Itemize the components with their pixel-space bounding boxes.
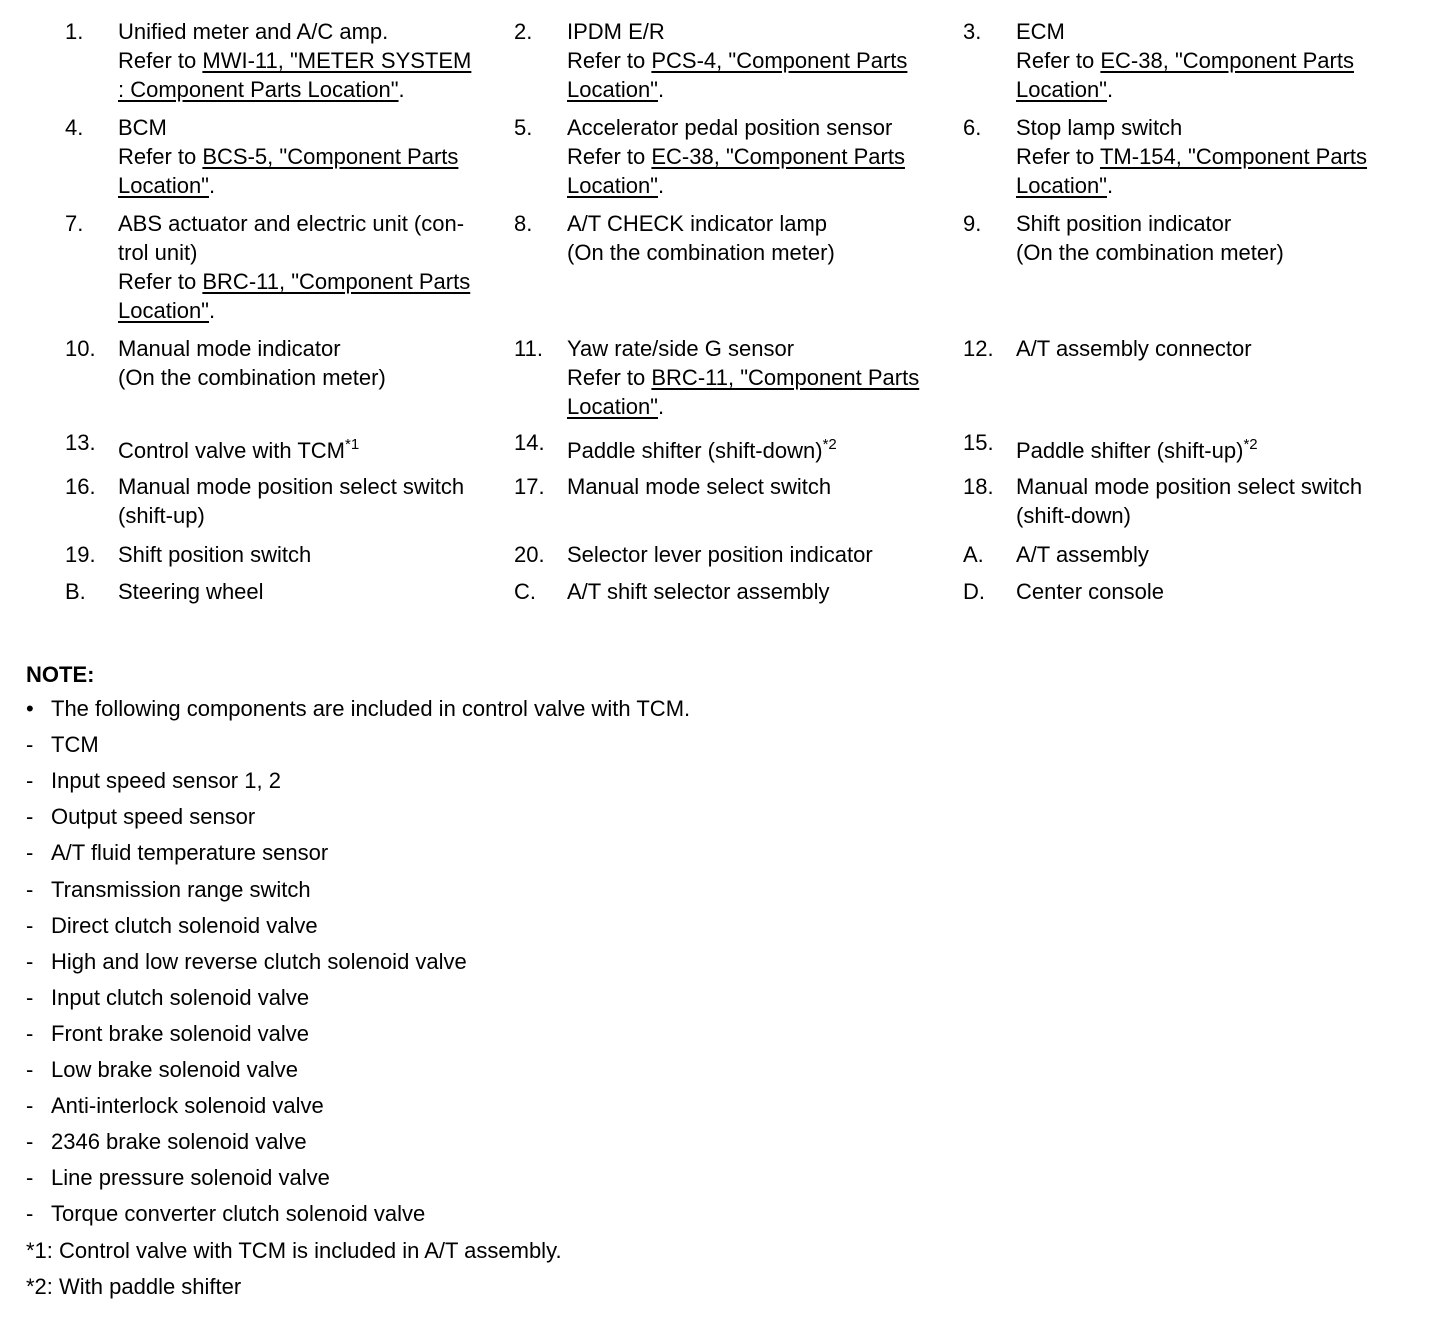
refer-to-label: Refer to [567,365,652,390]
item-text [118,577,518,606]
reference-link[interactable]: Location" [118,173,209,198]
item-title-line [118,113,518,142]
reference-link[interactable]: Location" [567,394,658,419]
item-number: 11. [514,336,543,361]
footnote [26,1238,562,1264]
item-number: D. [963,579,985,604]
item-number: 1. [65,19,84,44]
dash-mark: - [26,1129,34,1155]
item-text [567,432,967,465]
item-title: Manual mode select switch [567,474,832,499]
item-number: 19. [65,542,96,567]
refer-to-label: Refer to [567,48,652,73]
dash-mark: - [26,1020,34,1046]
reference-line-continued [567,75,967,104]
note-text: Transmission range switch [51,876,311,902]
item-number: 6. [963,115,982,140]
item-title: Center console [1016,579,1164,604]
item-text [1016,113,1416,200]
item-title: Yaw rate/side G sensor [567,336,795,361]
item-subtitle: (On the combination meter) [118,365,386,390]
reference-line [567,363,967,392]
item-title: ECM [1016,19,1065,44]
reference-end: . [1107,173,1114,198]
note-text: TCM [51,732,99,758]
note-list-item [26,949,467,975]
dash-mark: - [26,1165,34,1191]
footnote-marker: *2 [1243,436,1258,453]
reference-link[interactable]: PCS-4, "Component Parts [651,48,908,73]
reference-link[interactable]: Location" [1016,77,1107,102]
item-number: C. [514,579,536,604]
item-text [1016,540,1416,569]
dash-mark: - [26,1201,34,1227]
item-subtitle: (shift-up) [118,503,205,528]
item-number: 7. [65,211,84,236]
refer-to-label: Refer to [1016,144,1100,169]
reference-link[interactable]: : Component Parts Location" [118,77,399,102]
dash-mark: - [26,732,34,758]
reference-line [1016,142,1416,171]
item-title: A/T CHECK indicator lamp [567,211,828,236]
reference-line-continued [118,171,518,200]
item-title-line [1016,472,1416,501]
item-text [1016,17,1416,104]
note-list-item [26,985,309,1011]
item-title-line [118,472,518,501]
reference-link[interactable]: BRC-11, "Component Parts [202,269,471,294]
item-text [1016,432,1416,465]
note-text: Anti-interlock solenoid valve [51,1093,324,1119]
reference-link[interactable]: EC-38, "Component Parts [651,144,905,169]
item-number: 17. [514,474,545,499]
reference-line [118,46,518,75]
note-text: *1: Control valve with TCM is included in A/T assembly. [26,1237,562,1263]
note-text: Input clutch solenoid valve [51,984,310,1010]
item-title-line [567,472,967,501]
bullet-mark: • [26,696,34,721]
item-number: 8. [514,211,533,236]
item-title: A/T assembly connector [1016,336,1252,361]
item-text [118,432,518,465]
dash-mark: - [26,912,34,938]
note-text: Low brake solenoid valve [51,1057,299,1082]
item-title: A/T shift selector assembly [567,579,830,604]
item-subtitle: (On the combination meter) [567,240,835,265]
note-text: Line pressure solenoid valve [51,1165,330,1191]
note-text: Output speed sensor [51,804,256,830]
reference-line-continued [118,296,518,325]
reference-end: . [398,77,405,102]
item-number: 9. [963,211,982,236]
item-number: 10. [65,336,96,361]
note-list-item [26,732,99,758]
item-title-continued: trol unit) [118,240,198,265]
item-number: 14. [514,430,545,455]
note-list-item [26,1201,425,1227]
note-text: Direct clutch solenoid valve [51,912,318,938]
reference-link[interactable]: BCS-5, "Component Parts [202,144,459,169]
note-list-item [26,840,328,866]
reference-line-continued [118,75,518,104]
reference-link[interactable]: MWI-11, "METER SYSTEM [202,48,472,73]
item-title-line [118,577,518,606]
note-list-item [26,768,281,794]
item-number: 18. [963,474,994,499]
item-text [118,540,518,569]
item-text [118,472,518,530]
item-title: Manual mode indicator [118,336,341,361]
reference-line [1016,46,1416,75]
item-text [118,17,518,104]
item-title-line [118,540,518,569]
item-text [118,209,518,325]
item-title: Accelerator pedal position sensor [567,115,893,140]
reference-link[interactable]: Location" [1016,173,1107,198]
item-title: A/T assembly [1016,542,1149,567]
reference-end: . [209,298,216,323]
item-title: Paddle shifter (shift-up) [1016,438,1244,463]
item-text [567,17,967,104]
item-title-line [118,436,518,465]
reference-line-continued [1016,171,1416,200]
item-title-line [1016,577,1416,606]
item-title: Shift position switch [118,542,312,567]
note-list-item [26,877,311,903]
item-number: 16. [65,474,96,499]
note-list-item [26,1165,330,1191]
item-number: B. [65,579,86,604]
reference-link[interactable]: Location" [567,77,658,102]
footnote-marker: *1 [345,436,360,453]
footnote-marker: *2 [822,436,837,453]
item-title-line [567,436,967,465]
item-title: Manual mode position select switch [118,474,465,499]
item-title-line [118,334,518,363]
item-text [118,113,518,200]
item-title-line [567,17,967,46]
item-title: ABS actuator and electric unit (con- [118,211,465,236]
refer-to-label: Refer to [118,48,203,73]
dash-mark: - [26,984,34,1010]
item-text [567,334,967,421]
reference-end: . [658,77,665,102]
item-title: Manual mode position select switch [1016,474,1363,499]
dash-mark: - [26,804,34,830]
note-text: *2: With paddle shifter [26,1273,242,1299]
item-title: Steering wheel [118,579,264,604]
item-text [567,209,967,267]
item-text [1016,334,1416,363]
refer-to-label: Refer to [118,269,203,294]
reference-line-continued [567,171,967,200]
note-text: Front brake solenoid valve [51,1020,310,1046]
dash-mark: - [26,840,34,866]
note-list-item [26,1129,307,1155]
item-title-line [1016,540,1416,569]
reference-line-continued [567,392,967,421]
item-text [567,577,967,606]
item-number: 2. [514,19,533,44]
item-title-line [567,113,967,142]
item-title-line [1016,17,1416,46]
item-number: 3. [963,19,982,44]
item-title-line [567,577,967,606]
dash-mark: - [26,948,34,974]
reference-link[interactable]: Location" [567,173,658,198]
item-title: Control valve with TCM [118,438,345,463]
reference-link[interactable]: Location" [118,298,209,323]
item-text [567,113,967,200]
dash-mark: - [26,1093,34,1119]
item-title-line [1016,436,1416,465]
reference-link[interactable]: TM-154, "Component Parts [1099,144,1368,169]
item-number: 12. [963,336,994,361]
item-number: 13. [65,430,96,455]
item-title-line [1016,113,1416,142]
reference-end: . [209,173,216,198]
reference-line [567,46,967,75]
item-number: 5. [514,115,533,140]
note-text: Torque converter clutch solenoid valve [51,1201,426,1227]
reference-end: . [658,394,665,419]
note-title: NOTE: [26,662,95,687]
item-title: Shift position indicator [1016,211,1232,236]
item-title: IPDM E/R [567,19,665,44]
reference-end: . [658,173,665,198]
reference-link[interactable]: BRC-11, "Component Parts [651,365,920,390]
refer-to-label: Refer to [567,144,652,169]
note-text: High and low reverse clutch solenoid valve [51,948,467,974]
note-list-item [26,1093,324,1119]
refer-to-label: Refer to [1016,48,1101,73]
item-number: 4. [65,115,84,140]
note-list-item [26,913,318,939]
footnote [26,1274,241,1300]
note-text: 2346 brake solenoid valve [51,1129,307,1155]
note-text: The following components are included in control valve with TCM. [51,696,691,721]
item-subtitle: (On the combination meter) [1016,240,1284,265]
item-text [118,334,518,392]
refer-to-label: Refer to [118,144,203,169]
item-text [1016,472,1416,530]
item-title-line [567,334,967,363]
note-list-item [26,1021,309,1047]
item-title: BCM [118,115,167,140]
note-bullet-item [26,696,690,722]
note-text: Input speed sensor 1, 2 [51,768,281,794]
dash-mark: - [26,876,34,902]
dash-mark: - [26,768,34,794]
item-number: A. [963,542,984,567]
note-text: A/T fluid temperature sensor [51,840,329,866]
item-title-line [1016,209,1416,238]
reference-line [567,142,967,171]
item-title: Paddle shifter (shift-down) [567,438,823,463]
item-title: Unified meter and A/C amp. [118,19,389,44]
reference-link[interactable]: EC-38, "Component Parts [1100,48,1354,73]
item-title-line [118,17,518,46]
item-title-line [567,540,967,569]
reference-end: . [1107,77,1114,102]
item-text [567,472,967,501]
reference-line-continued [1016,75,1416,104]
item-text [1016,209,1416,267]
item-subtitle: (shift-down) [1016,503,1131,528]
item-title-line [118,209,518,238]
note-list-item [26,804,255,830]
item-title: Selector lever position indicator [567,542,873,567]
item-text [1016,577,1416,606]
item-number: 15. [963,430,994,455]
dash-mark: - [26,1057,34,1082]
reference-line [118,267,518,296]
item-number: 20. [514,542,545,567]
item-title-line [1016,334,1416,363]
item-title-line [567,209,967,238]
reference-line [118,142,518,171]
note-list-item [26,1057,298,1083]
item-text [567,540,967,569]
item-title: Stop lamp switch [1016,115,1183,140]
